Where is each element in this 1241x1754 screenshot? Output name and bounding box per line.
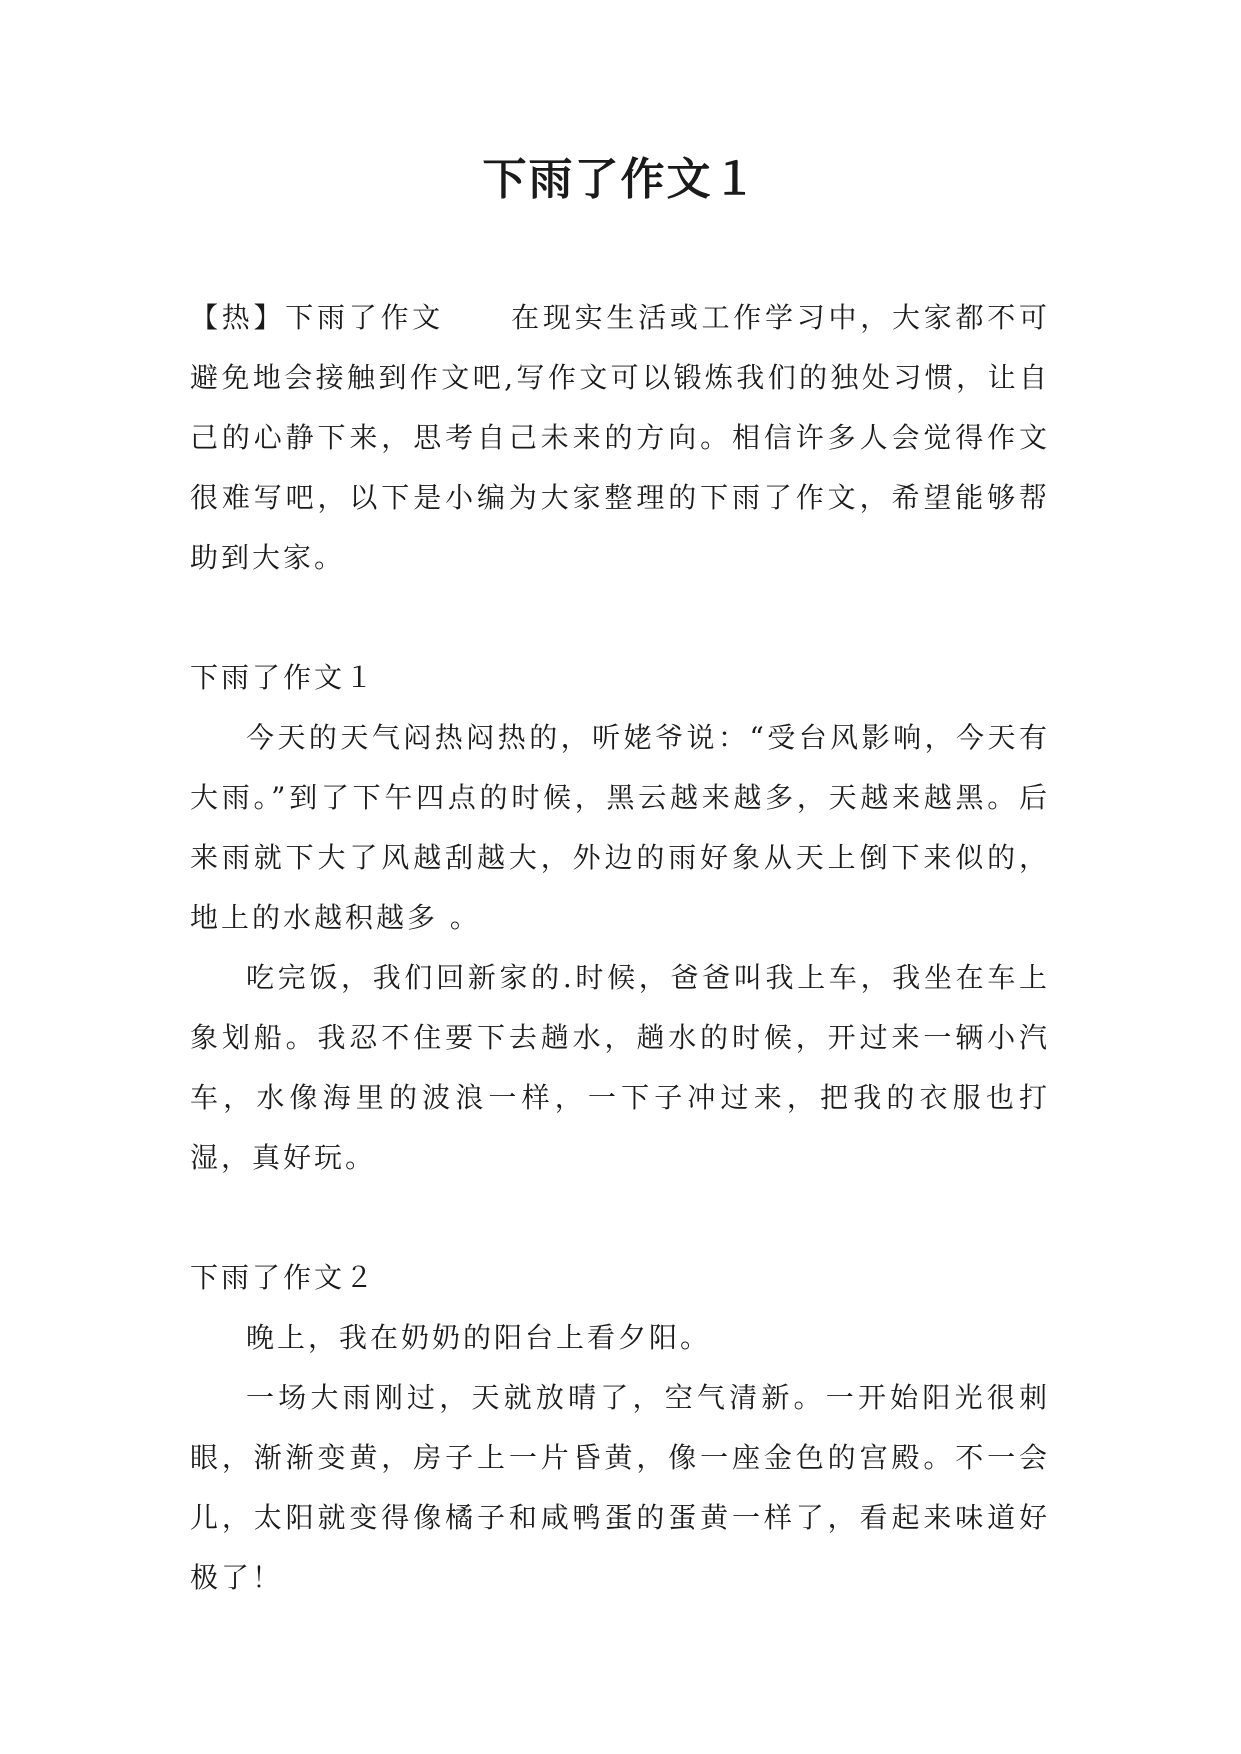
section-heading-1: 下雨了作文１	[190, 661, 377, 694]
section-1-paragraph-2: 吃完饭，我们回新家的.时候，爸爸叫我上车，我坐在车上象划船。我忍不住要下去趟水，趟水的时候，开过来一辆小汽车，水像海里的波浪一样，一下子冲过来，把我的衣服也打湿，真好玩。	[190, 961, 1050, 1174]
document-title: 下雨了作文１	[482, 154, 759, 205]
section-2-paragraph-1: 晚上，我在奶奶的阳台上看夕阳。	[246, 1321, 712, 1354]
intro-text: 在现实生活或工作学习中，大家都不可避免地会接触到作文吧,写作文可以锻炼我们的独处习惯，让自己的心静下来，思考自己未来的方向。相信许多人会觉得作文很难写吧，以下是小编为大家整理的下雨了作文，希望能够帮助到大家。	[190, 301, 1050, 574]
intro-heading: 【热】下雨了作文	[190, 301, 444, 334]
section-heading-2: 下雨了作文２	[190, 1261, 377, 1294]
section-2-paragraph-2: 一场大雨刚过，天就放晴了，空气清新。一开始阳光很刺眼，渐渐变黄，房子上一片昏黄，像一座金色的宫殿。不一会儿，太阳就变得像橘子和咸鸭蛋的蛋黄一样了，看起来味道好极了！	[190, 1381, 1050, 1594]
document-body	[190, 288, 1050, 1608]
section-1-paragraph-1: 今天的天气闷热闷热的，听姥爷说：“受台风影响，今天有大雨。”到了下午四点的时候，黑云越来越多，天越来越黑。后来雨就下大了风越刮越大，外边的雨好象从天上倒下来似的，地上的水越积越多 。	[190, 721, 1050, 934]
intro-paragraph	[190, 288, 1050, 588]
